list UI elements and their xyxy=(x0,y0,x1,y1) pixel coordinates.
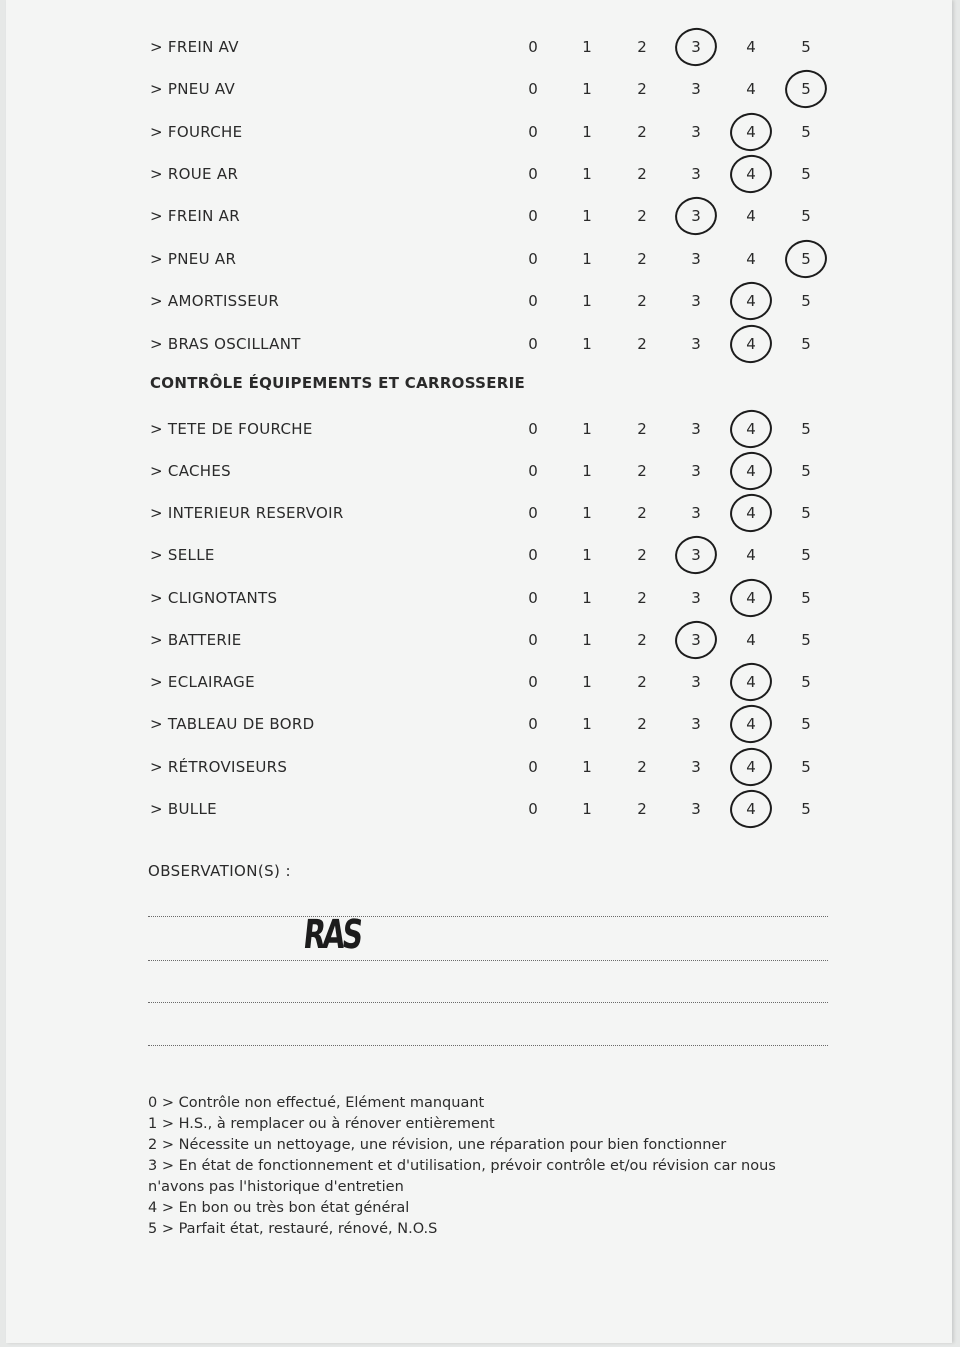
score-option[interactable]: 2 xyxy=(637,335,647,353)
row-label: > AMORTISSEUR xyxy=(150,292,280,310)
observation-line-2 xyxy=(148,960,828,961)
score-option[interactable]: 4 xyxy=(746,80,756,98)
score-option[interactable]: 3 xyxy=(691,589,701,607)
legend-line: 5 > Parfait état, restauré, rénové, N.O.S xyxy=(148,1221,438,1237)
rating-row xyxy=(6,244,952,274)
rating-row xyxy=(6,583,952,613)
score-option[interactable]: 1 xyxy=(582,673,592,691)
score-option[interactable]: 1 xyxy=(582,420,592,438)
row-label: > RÉTROVISEURS xyxy=(150,758,288,776)
score-option[interactable]: 4 xyxy=(746,207,756,225)
score-option[interactable]: 5 xyxy=(801,631,811,649)
score-option[interactable]: 2 xyxy=(637,38,647,56)
score-option-selected[interactable]: 4 xyxy=(739,583,763,613)
score-option-selected[interactable]: 5 xyxy=(794,244,818,274)
score-option-selected[interactable]: 3 xyxy=(684,32,708,62)
rating-row xyxy=(6,117,952,147)
score-option[interactable]: 5 xyxy=(801,673,811,691)
rating-row xyxy=(6,709,952,739)
score-option[interactable]: 2 xyxy=(637,462,647,480)
row-label: > FOURCHE xyxy=(150,123,243,141)
row-label: > BATTERIE xyxy=(150,631,242,649)
score-option[interactable]: 2 xyxy=(637,165,647,183)
score-option[interactable]: 5 xyxy=(801,123,811,141)
rating-row xyxy=(6,456,952,486)
legend-line: 0 > Contrôle non effectué, Elément manquant xyxy=(148,1095,485,1111)
score-option[interactable]: 3 xyxy=(691,420,701,438)
score-option-selected[interactable]: 4 xyxy=(739,456,763,486)
row-label: > PNEU AV xyxy=(150,80,236,98)
score-option[interactable]: 1 xyxy=(582,292,592,310)
score-option[interactable]: 5 xyxy=(801,589,811,607)
score-option[interactable]: 2 xyxy=(637,800,647,818)
rating-row xyxy=(6,74,952,104)
score-option[interactable]: 0 xyxy=(528,589,538,607)
score-option-selected[interactable]: 4 xyxy=(739,498,763,528)
score-option[interactable]: 3 xyxy=(691,758,701,776)
observation-line-1 xyxy=(148,916,828,917)
row-label: > FREIN AR xyxy=(150,207,240,225)
score-option[interactable]: 3 xyxy=(691,123,701,141)
score-option[interactable]: 5 xyxy=(801,420,811,438)
score-option[interactable]: 2 xyxy=(637,631,647,649)
score-option[interactable]: 2 xyxy=(637,758,647,776)
score-option[interactable]: 3 xyxy=(691,335,701,353)
score-option[interactable]: 1 xyxy=(582,758,592,776)
score-option-selected[interactable]: 3 xyxy=(684,201,708,231)
score-option[interactable]: 0 xyxy=(528,292,538,310)
rating-row xyxy=(6,498,952,528)
score-option[interactable]: 5 xyxy=(801,207,811,225)
score-option[interactable]: 0 xyxy=(528,165,538,183)
score-option[interactable]: 1 xyxy=(582,800,592,818)
score-option[interactable]: 1 xyxy=(582,80,592,98)
score-option-selected[interactable]: 5 xyxy=(794,74,818,104)
row-label: > ECLAIRAGE xyxy=(150,673,255,691)
rating-row xyxy=(6,286,952,316)
score-option[interactable]: 1 xyxy=(582,589,592,607)
rating-row xyxy=(6,540,952,570)
score-option[interactable]: 5 xyxy=(801,715,811,733)
score-option[interactable]: 1 xyxy=(582,546,592,564)
score-option[interactable]: 3 xyxy=(691,673,701,691)
score-option[interactable]: 0 xyxy=(528,38,538,56)
observations-label: OBSERVATION(S) : xyxy=(148,862,291,880)
score-option[interactable]: 0 xyxy=(528,715,538,733)
score-option[interactable]: 2 xyxy=(637,123,647,141)
score-option[interactable]: 3 xyxy=(691,504,701,522)
score-option-selected[interactable]: 4 xyxy=(739,414,763,444)
score-option[interactable]: 2 xyxy=(637,673,647,691)
rating-legend xyxy=(148,1093,828,1240)
score-option[interactable]: 3 xyxy=(691,800,701,818)
score-option[interactable]: 5 xyxy=(801,335,811,353)
rating-row xyxy=(6,667,952,697)
score-option-selected[interactable]: 4 xyxy=(739,117,763,147)
score-option[interactable]: 1 xyxy=(582,462,592,480)
score-option-selected[interactable]: 4 xyxy=(739,667,763,697)
score-option[interactable]: 5 xyxy=(801,758,811,776)
score-option[interactable]: 5 xyxy=(801,504,811,522)
row-label: > BRAS OSCILLANT xyxy=(150,335,301,353)
score-option[interactable]: 3 xyxy=(691,715,701,733)
row-label: > BULLE xyxy=(150,800,217,818)
score-option[interactable]: 1 xyxy=(582,715,592,733)
score-option-selected[interactable]: 4 xyxy=(739,286,763,316)
score-option[interactable]: 5 xyxy=(801,292,811,310)
score-option[interactable]: 3 xyxy=(691,80,701,98)
score-option[interactable]: 2 xyxy=(637,715,647,733)
score-option[interactable]: 1 xyxy=(582,631,592,649)
score-option-selected[interactable]: 4 xyxy=(739,709,763,739)
score-option[interactable]: 1 xyxy=(582,250,592,268)
rating-row xyxy=(6,159,952,189)
legend-line: 2 > Nécessite un nettoyage, une révision, une réparation pour bien fonctionner xyxy=(148,1137,727,1153)
score-option[interactable]: 2 xyxy=(637,207,647,225)
score-option[interactable]: 2 xyxy=(637,292,647,310)
score-option-selected[interactable]: 4 xyxy=(739,329,763,359)
observation-line-3 xyxy=(148,1002,828,1003)
row-label: > CACHES xyxy=(150,462,231,480)
score-option[interactable]: 2 xyxy=(637,250,647,268)
score-option[interactable]: 0 xyxy=(528,758,538,776)
legend-line: 3 > En état de fonctionnement et d'utilisation, prévoir contrôle et/ou révision car nous n'avons pas l'historique d'entretien xyxy=(148,1158,776,1195)
score-option[interactable]: 1 xyxy=(582,123,592,141)
rating-row xyxy=(6,625,952,655)
score-option[interactable]: 1 xyxy=(582,504,592,522)
score-option[interactable]: 5 xyxy=(801,165,811,183)
rating-row xyxy=(6,201,952,231)
score-option[interactable]: 3 xyxy=(691,462,701,480)
score-option-selected[interactable]: 3 xyxy=(684,625,708,655)
score-option[interactable]: 0 xyxy=(528,631,538,649)
score-option[interactable]: 1 xyxy=(582,335,592,353)
inspection-sheet xyxy=(6,0,952,1343)
score-option[interactable]: 2 xyxy=(637,546,647,564)
score-option[interactable]: 1 xyxy=(582,38,592,56)
observation-line-4 xyxy=(148,1045,828,1046)
score-option[interactable]: 4 xyxy=(746,631,756,649)
rating-row xyxy=(6,414,952,444)
row-label: > ROUE AR xyxy=(150,165,239,183)
score-option[interactable]: 0 xyxy=(528,504,538,522)
score-option[interactable]: 3 xyxy=(691,292,701,310)
score-option[interactable]: 3 xyxy=(691,165,701,183)
rating-row xyxy=(6,752,952,782)
row-label: > TABLEAU DE BORD xyxy=(150,715,315,733)
score-option[interactable]: 5 xyxy=(801,462,811,480)
score-option-selected[interactable]: 4 xyxy=(739,752,763,782)
score-option[interactable]: 0 xyxy=(528,462,538,480)
legend-line: 4 > En bon ou très bon état général xyxy=(148,1200,410,1216)
score-option[interactable]: 4 xyxy=(746,546,756,564)
score-option[interactable]: 0 xyxy=(528,250,538,268)
row-label: > SELLE xyxy=(150,546,215,564)
score-option[interactable]: 2 xyxy=(637,589,647,607)
rating-row xyxy=(6,32,952,62)
row-label: > FREIN AV xyxy=(150,38,239,56)
score-option[interactable]: 0 xyxy=(528,420,538,438)
row-label: > TETE DE FOURCHE xyxy=(150,420,313,438)
row-label: > INTERIEUR RESERVOIR xyxy=(150,504,344,522)
score-option[interactable]: 0 xyxy=(528,80,538,98)
score-option[interactable]: 4 xyxy=(746,38,756,56)
legend-line: 1 > H.S., à remplacer ou à rénover entièrement xyxy=(148,1116,495,1132)
row-label: > PNEU AR xyxy=(150,250,237,268)
score-option-selected[interactable]: 3 xyxy=(684,540,708,570)
score-option[interactable]: 0 xyxy=(528,335,538,353)
score-option-selected[interactable]: 4 xyxy=(739,794,763,824)
score-option[interactable]: 5 xyxy=(801,800,811,818)
rating-row xyxy=(6,329,952,359)
score-option[interactable]: 2 xyxy=(637,504,647,522)
score-option[interactable]: 4 xyxy=(746,250,756,268)
score-option[interactable]: 2 xyxy=(637,80,647,98)
score-option[interactable]: 0 xyxy=(528,207,538,225)
score-option[interactable]: 5 xyxy=(801,38,811,56)
score-option[interactable]: 2 xyxy=(637,420,647,438)
score-option[interactable]: 1 xyxy=(582,165,592,183)
score-option[interactable]: 0 xyxy=(528,673,538,691)
score-option[interactable]: 3 xyxy=(691,250,701,268)
score-option[interactable]: 1 xyxy=(582,207,592,225)
section-title: CONTRÔLE ÉQUIPEMENTS ET CARROSSERIE xyxy=(150,374,526,392)
score-option[interactable]: 0 xyxy=(528,546,538,564)
rating-row xyxy=(6,794,952,824)
score-option[interactable]: 0 xyxy=(528,800,538,818)
row-label: > CLIGNOTANTS xyxy=(150,589,278,607)
handwritten-observation: RAS xyxy=(301,912,363,958)
score-option[interactable]: 5 xyxy=(801,546,811,564)
score-option[interactable]: 0 xyxy=(528,123,538,141)
score-option-selected[interactable]: 4 xyxy=(739,159,763,189)
